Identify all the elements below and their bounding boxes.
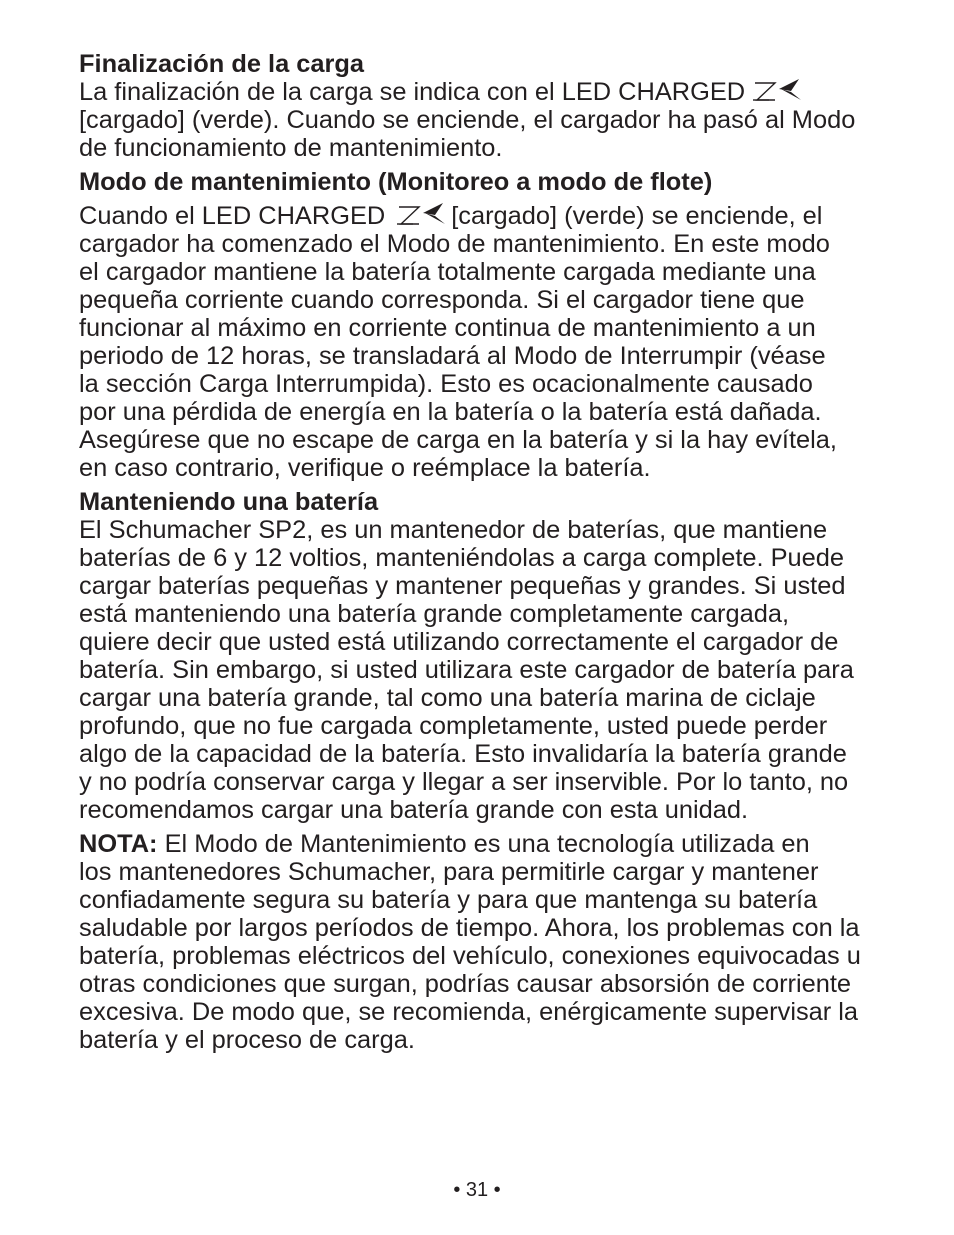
paragraph-line: profundo, que no fue cargada completamente, usted puede perder — [79, 712, 828, 740]
paragraph-text: [cargado] (verde) se enciende, el — [451, 202, 823, 230]
section-finalizacion — [79, 50, 909, 162]
paragraph-line: El Schumacher SP2, es un mantenedor de baterías, que mantiene — [79, 516, 828, 544]
paragraph-line: otras condiciones que surgan, podrías causar absorsión de corriente — [79, 970, 852, 998]
paragraph-line: está manteniendo una batería grande completamente cargada, — [79, 600, 790, 628]
paragraph-line: el cargador mantiene la batería totalmente cargada mediante una — [79, 258, 816, 286]
paragraph-line: pequeña corriente cuando corresponda. Si el cargador tiene que — [79, 286, 805, 314]
paragraph-line: baterías de 6 y 12 voltios, manteniéndolas a carga complete. Puede — [79, 544, 845, 572]
paragraph-line: batería. Sin embargo, si usted utilizara este cargador de batería para — [79, 656, 854, 684]
paragraph-line: cargar una batería grande, tal como una batería marina de ciclaje — [79, 684, 816, 712]
paragraph-line: confiadamente segura su batería y para que mantenga su batería — [79, 886, 818, 914]
paragraph-text: El Modo de Mantenimiento es una tecnología utilizada en — [164, 830, 810, 858]
section-modo-mantenimiento — [79, 168, 909, 482]
paragraph-text: La finalización de la carga se indica con el LED CHARGED — [79, 78, 746, 106]
section-heading: Manteniendo una batería — [79, 488, 379, 516]
paragraph-line: batería, problemas eléctricos del vehículo, conexiones equivocadas u — [79, 942, 861, 970]
section-manteniendo-bateria — [79, 488, 909, 824]
section-heading: Finalización de la carga — [79, 50, 365, 78]
paragraph-line: batería y el proceso de carga. — [79, 1026, 415, 1054]
paragraph-line: en caso contrario, verifique o reémplace la batería. — [79, 454, 651, 482]
paragraph-line: los mantenedores Schumacher, para permitirle cargar y mantener — [79, 858, 819, 886]
paragraph-line: saludable por largos períodos de tiempo. Ahora, los problemas con la — [79, 914, 860, 942]
paragraph-line: y no podría conservar carga y llegar a ser inservible. Por lo tanto, no — [79, 768, 849, 796]
paragraph-line: excesiva. De modo que, se recomienda, enérgicamente supervisar la — [79, 998, 859, 1026]
paragraph-line — [79, 78, 909, 106]
paragraph-line: quiere decir que usted está utilizando correctamente el cargador de — [79, 628, 839, 656]
page-number: • 31 • — [453, 1179, 501, 1201]
paragraph-line: Asegúrese que no escape de carga en la batería y si la hay evítela, — [79, 426, 837, 454]
note-label: NOTA: — [79, 830, 158, 858]
paragraph-line: periodo de 12 horas, se transladará al Modo de Interrumpir (véase — [79, 342, 826, 370]
section-heading: Modo de mantenimiento (Monitoreo a modo de flote) — [79, 168, 713, 196]
document-body — [79, 50, 909, 1054]
paragraph-line: funcionar al máximo en corriente continua de mantenimiento a un — [79, 314, 816, 342]
paragraph-line: recomendamos cargar una batería grande con esta unidad. — [79, 796, 749, 824]
section-nota — [79, 830, 909, 1054]
led-charged-icon — [395, 202, 447, 230]
paragraph-line: algo de la capacidad de la batería. Esto invalidaría la batería grande — [79, 740, 847, 768]
paragraph-line: cargar baterías pequeñas y mantener pequeñas y grandes. Si usted — [79, 572, 846, 600]
paragraph-line: por una pérdida de energía en la batería o la batería está dañada. — [79, 398, 822, 426]
paragraph-line: [cargado] (verde). Cuando se enciende, el cargador ha pasó al Modo — [79, 106, 856, 134]
paragraph-line: de funcionamiento de mantenimiento. — [79, 134, 503, 162]
paragraph-line: cargador ha comenzado el Modo de mantenimiento. En este modo — [79, 230, 830, 258]
led-charged-icon — [751, 78, 803, 106]
paragraph-text: Cuando el LED CHARGED — [79, 202, 386, 230]
paragraph-line — [79, 830, 909, 858]
paragraph-line — [79, 202, 909, 230]
paragraph-line: la sección Carga Interrumpida). Esto es ocacionalmente causado — [79, 370, 813, 398]
